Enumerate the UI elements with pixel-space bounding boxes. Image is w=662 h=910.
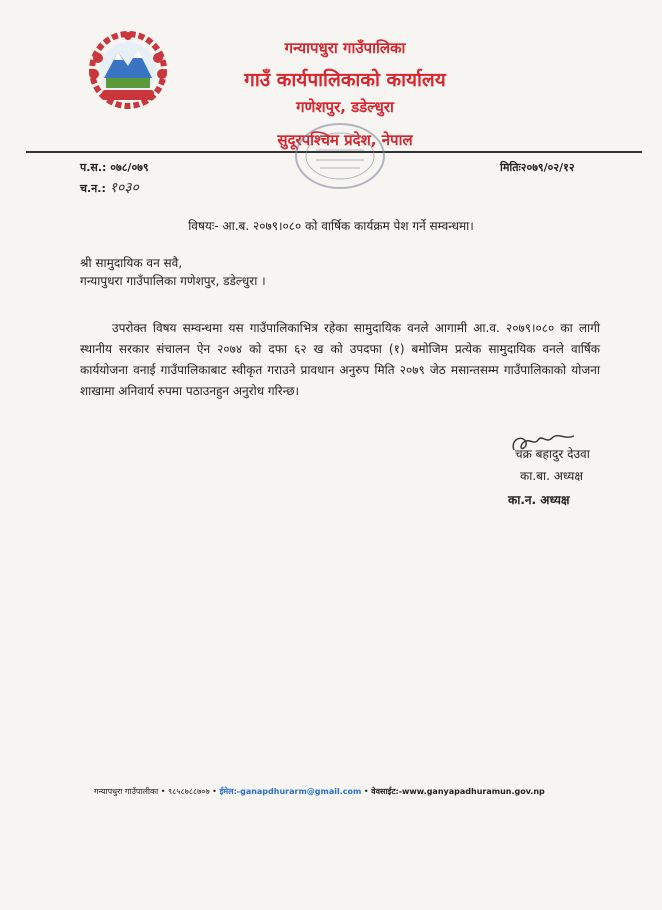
recipient-line-2: गन्यापुधरा गाउँपालिका गणेशपुर, डडेल्धुरा । [80,274,266,288]
footer [94,786,545,797]
footer-separator: • [363,787,369,796]
footer-org: गन्यापधुरा गाउँपालीका [94,787,159,796]
footer-email: ईमेल:-ganapdhurarm@gmail.com [219,787,362,796]
chalani-number [80,178,139,197]
signatory-name: चक्र बहादुर देउवा [515,447,590,461]
letter-body: उपरोक्त विषय सम्वन्धमा यस गाउँपालिकाभित्र रहेका सामुदायिक वनले आगामी आ.व. २०७९।०८० का लागी स्थानीय सरकार संचालन ऐन २०७४ को दफा ६२ ख को उपदफा (१) बमोजिम प्रत्येक सामुदायिक वनले वार्षिक कार्ययोजना वनाई गाउँपालिकाबाट स्वीकृत गराउने प्रावधान अनुरुप मिति २०७९ जेठ मसान्तसम्म गाउँपालिकाको योजना शाखामा अनिवार्य रुपमा पठाउनहुन अनुरोध गरिन्छ। [80,321,600,398]
chalani-value: १०३० [109,180,139,196]
office-location: गणेशपुर, डडेल्धुरा [296,98,394,116]
province-country: सुदूरपश्चिम प्रदेश, नेपाल [277,131,413,149]
patra-sankhya: प.स.: ०७८/०७९ [80,161,149,174]
signatory-stamp-title: का.न. अध्यक्ष [508,493,570,507]
signatory-title: का.बा. अध्यक्ष [520,469,583,483]
recipient-line-1: श्री सामुदायिक वन सवै, [80,256,183,270]
footer-phone: • ९८५८७८८७०७ • [160,787,217,796]
office-stamp-icon [290,118,390,194]
subject-line: विषयः- आ.ब. २०७९।०८० को वार्षिक कार्यक्रम पेश गर्ने सम्वन्धमा। [188,219,474,233]
nepal-emblem-icon [78,28,178,112]
footer-website: वेवसाईट:-www.ganyapadhuramun.gov.np [371,787,545,796]
letter-date: मितिः२०७९/०२/१२ [500,161,575,174]
chalani-label: च.न.: [80,182,106,195]
org-name: गन्यापधुरा गाउँपालिका [284,39,406,57]
office-name: गाउँ कार्यपालिकाको कार्यालय [244,69,446,91]
